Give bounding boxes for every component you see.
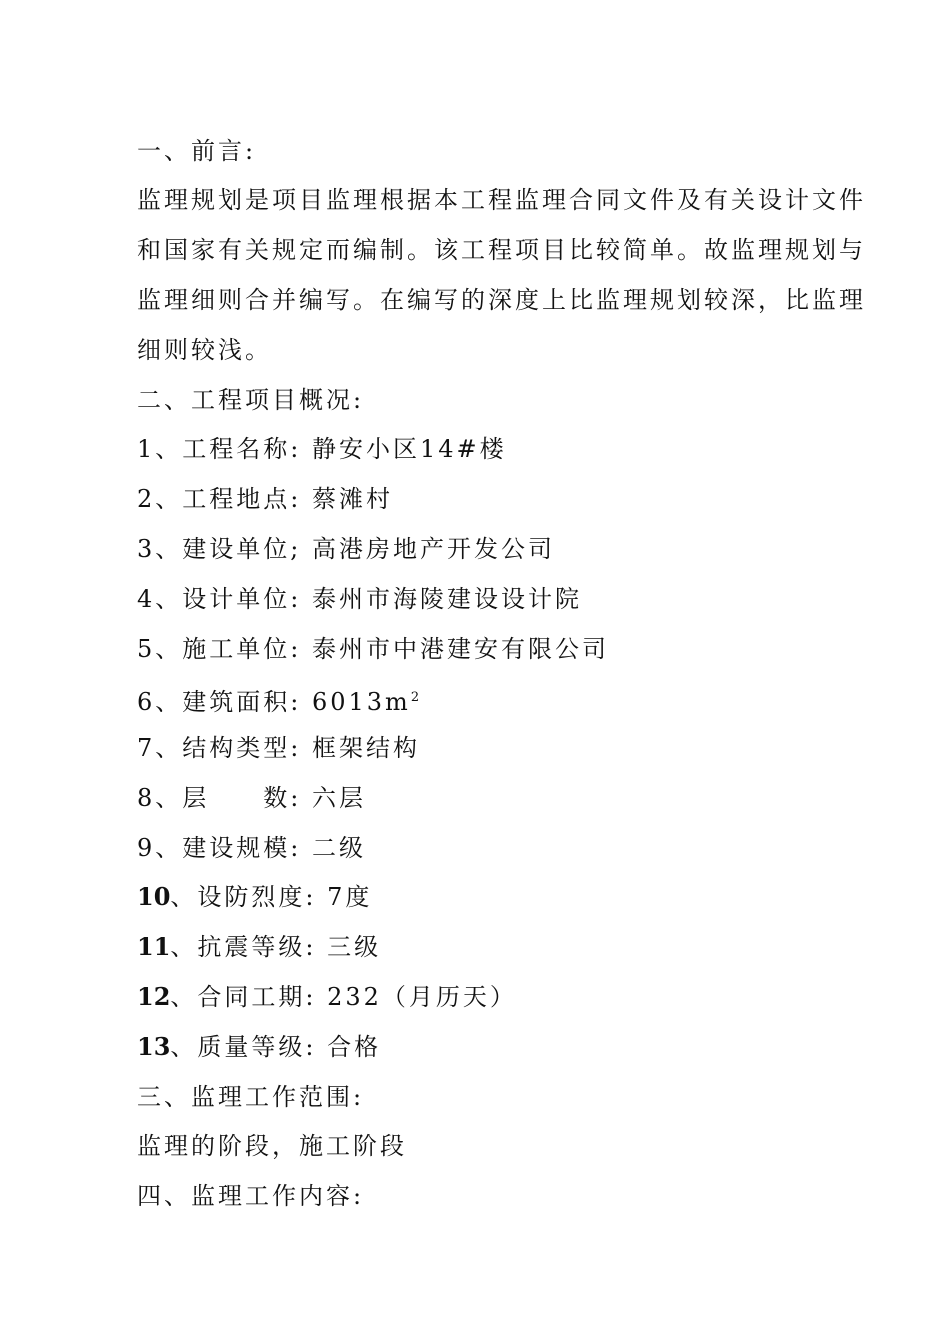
list-item — [137, 882, 837, 912]
item-text: 、质量等级: 合格 — [170, 1033, 382, 1061]
paragraph-line: 细则较浅。 — [137, 336, 272, 364]
section-heading-overview: 二、工程项目概况: — [137, 386, 365, 414]
item-number: 13 — [137, 1032, 171, 1061]
item-text: 、设防烈度: 7度 — [170, 883, 373, 911]
list-item — [137, 982, 837, 1012]
item-text: 、合同工期: 232（月历天） — [170, 983, 517, 1011]
section-heading-scope: 三、监理工作范围: — [137, 1083, 365, 1111]
list-item — [137, 1032, 837, 1062]
section-heading-content: 四、监理工作内容: — [137, 1182, 365, 1210]
paragraph-line: 监理规划是项目监理根据本工程监理合同文件及有关设计文件 — [137, 186, 866, 214]
list-item: 5、施工单位: 泰州市中港建安有限公司 — [137, 635, 609, 663]
list-item: 9、建设规模: 二级 — [137, 834, 366, 862]
list-item: 8、层 数: 六层 — [137, 784, 366, 812]
list-item: 4、设计单位: 泰州市海陵建设设计院 — [137, 585, 582, 613]
list-item: 1、工程名称: 静安小区14#楼 — [137, 435, 507, 463]
item-number: 12 — [137, 982, 171, 1011]
list-item-area — [137, 683, 837, 716]
item-number: 11 — [137, 932, 171, 961]
item-text: 、抗震等级: 三级 — [170, 933, 382, 961]
paragraph-line: 监理的阶段，施工阶段 — [137, 1132, 407, 1160]
paragraph-line: 和国家有关规定而编制。该工程项目比较简单。故监理规划与 — [137, 236, 866, 264]
list-item: 7、结构类型: 框架结构 — [137, 734, 420, 762]
item-number: 10 — [137, 882, 171, 911]
area-text: 6、建筑面积: 6013m — [137, 688, 411, 716]
paragraph-line: 监理细则合并编写。在编写的深度上比监理规划较深，比监理 — [137, 286, 866, 314]
list-item: 3、建设单位; 高港房地产开发公司 — [137, 535, 555, 563]
area-superscript: 2 — [410, 690, 420, 705]
list-item: 2、工程地点: 蔡滩村 — [137, 485, 393, 513]
section-heading-preface: 一、前言: — [137, 137, 257, 165]
list-item — [137, 932, 837, 962]
